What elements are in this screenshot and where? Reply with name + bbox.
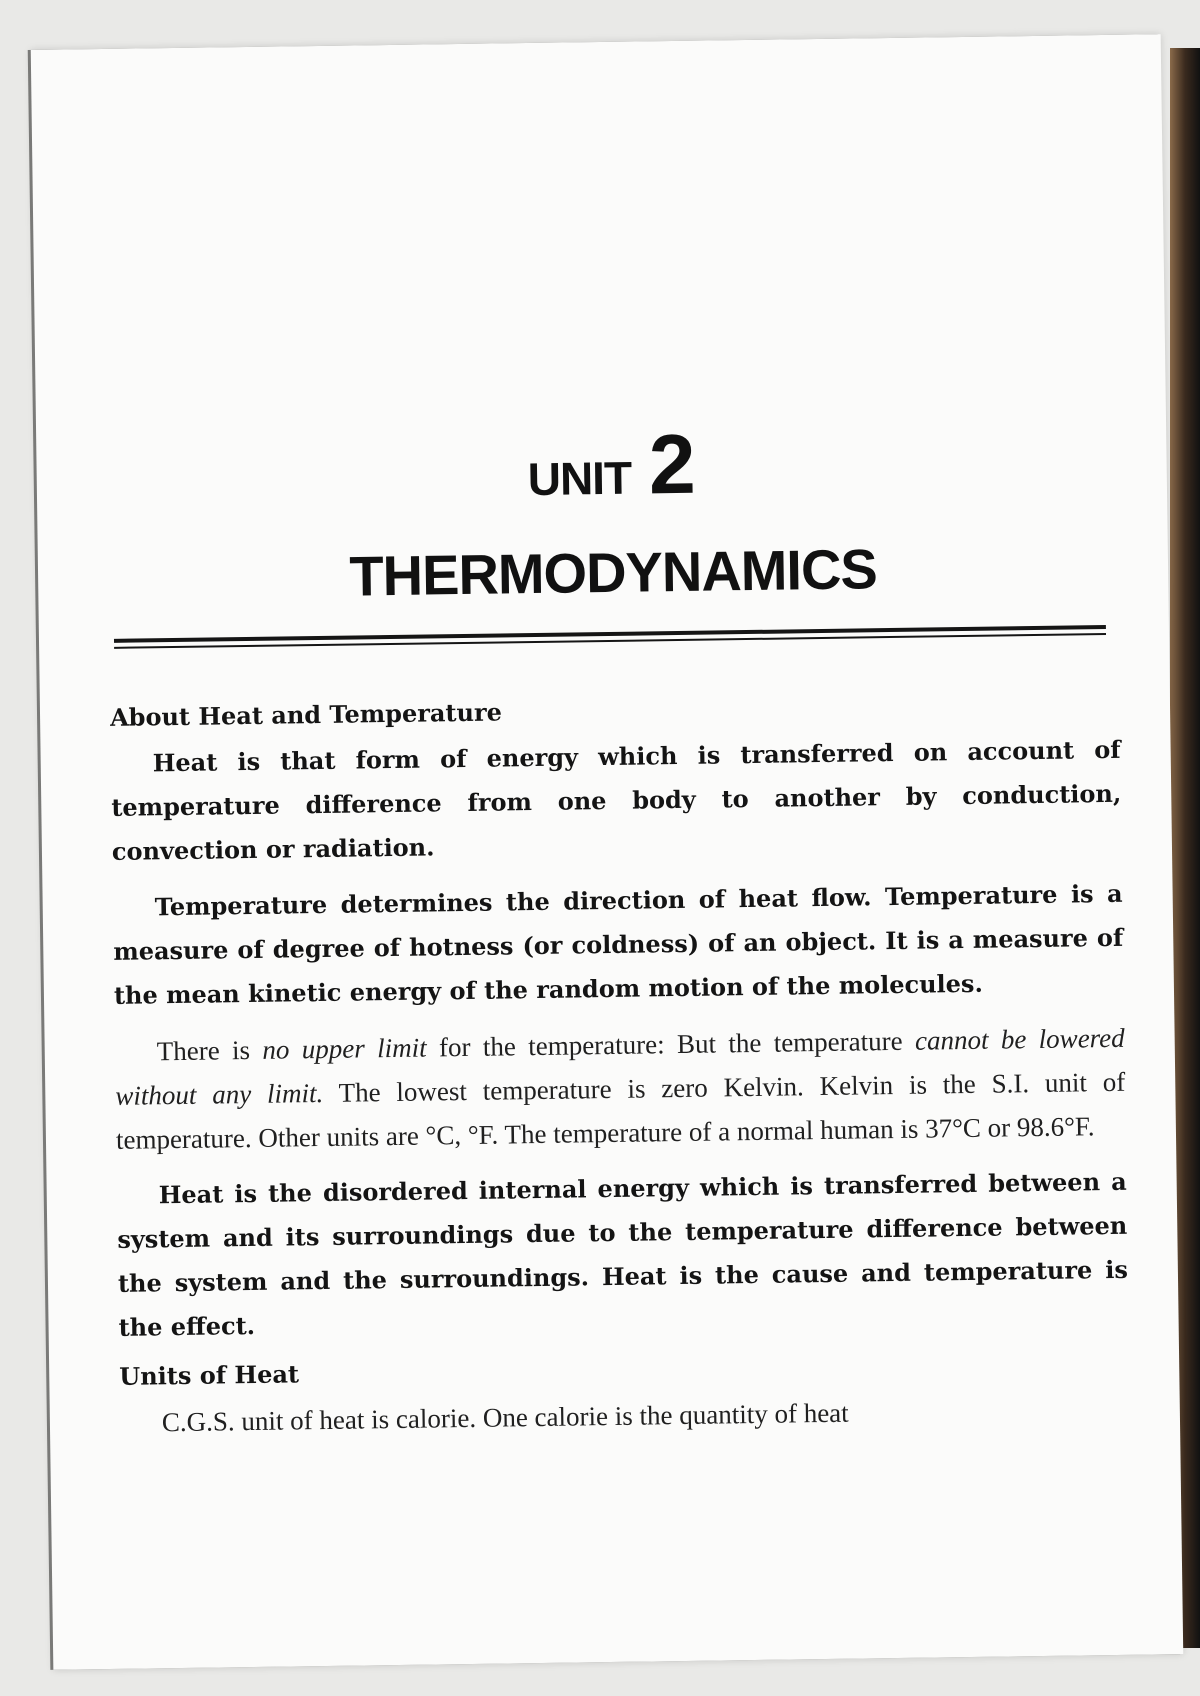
section-heading-heat-temperature: About Heat and Temperature: [109, 697, 503, 732]
paragraph-calorie: C.G.S. unit of heat is calorie. One calorie is the quantity of heat: [161, 1397, 849, 1438]
title-rule: [114, 625, 1106, 649]
section-heading-units-of-heat: Units of Heat: [119, 1359, 300, 1391]
temp-limits-emphasis-2: cannot be lowered without any limit.: [115, 1022, 1125, 1111]
chapter-title: THERMODYNAMICS: [349, 537, 878, 608]
temp-limits-text-1: There is: [156, 1034, 263, 1067]
unit-number: 2: [648, 416, 697, 512]
temp-limits-emphasis-1: no upper limit: [262, 1032, 427, 1065]
unit-label: UNIT: [527, 451, 632, 506]
unit-heading: [81, 410, 1142, 522]
page-content-area: [76, 35, 1159, 1670]
paragraph-temperature-limits: [114, 1016, 1126, 1162]
paragraph-heat-definition: Heat is that form of energy which is transferred on account of temperature difference from one body to another by conduction, convection or radiation.: [111, 734, 1122, 866]
paragraph-temperature-definition: Temperature determines the direction of heat flow. Temperature is a measure of degree of hotness (or coldness) of an object. It is a measure of the mean kinetic energy of the random motion of the molecules.: [113, 878, 1124, 1010]
body-text: [110, 689, 1130, 1457]
temp-limits-text-3: The lowest temperature is zero Kelvin. Kelvin is the S.I. unit of temperature. Other units are °C, °F. The temperature of a normal human is 37°C or 98.6°F.: [115, 1066, 1126, 1155]
book-page: [31, 34, 1184, 1670]
temp-limits-text-2: for the temperature: But the temperature: [426, 1025, 916, 1063]
paragraph-heat-cause-effect: Heat is the disordered internal energy which is transferred between a system and its surroundings due to the temperature difference between the system and the surroundings. Heat is the cause and temperature is the effect.: [117, 1166, 1129, 1342]
